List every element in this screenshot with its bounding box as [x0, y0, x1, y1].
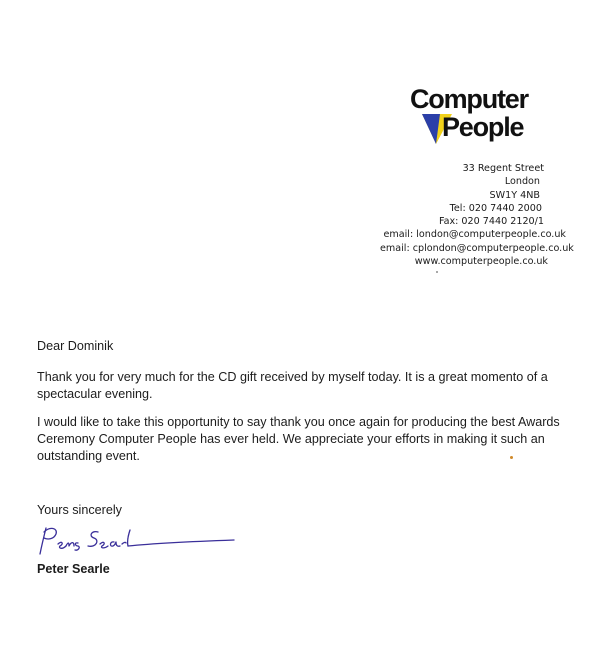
address-fax: Fax: 020 7440 2120/1: [438, 216, 544, 228]
scan-speck: [436, 271, 438, 273]
scan-speck: [510, 456, 513, 459]
logo-text-line2: People: [442, 112, 524, 142]
address-city: London: [504, 176, 540, 188]
logo-text-line1: Computer: [410, 84, 528, 114]
address-telephone: Tel: 020 7440 2000: [449, 202, 542, 214]
company-address: [380, 162, 574, 268]
handwritten-signature: [38, 522, 238, 562]
signer-name: Peter Searle: [37, 562, 110, 576]
letter-paragraph-2: I would like to take this opportunity to say thank you once again for producing the best Awards Ceremony Computer People has ever held. We appreciate your efforts in making it such an outstanding event.: [37, 415, 560, 463]
address-email-london: email: london@computerpeople.co.uk: [383, 229, 566, 241]
address-postcode: SW1Y 4NB: [489, 189, 540, 201]
closing: Yours sincerely: [37, 503, 122, 517]
letter-paragraph-1: Thank you for very much for the CD gift received by myself today. It is a great momento of a spectacular evening.: [37, 370, 548, 401]
address-email-cplondon: email: cplondon@computerpeople.co.uk: [380, 242, 574, 254]
company-logo: [408, 84, 548, 154]
salutation: Dear Dominik: [37, 339, 114, 353]
address-website: www.computerpeople.co.uk: [414, 256, 548, 268]
address-street: 33 Regent Street: [462, 163, 544, 174]
